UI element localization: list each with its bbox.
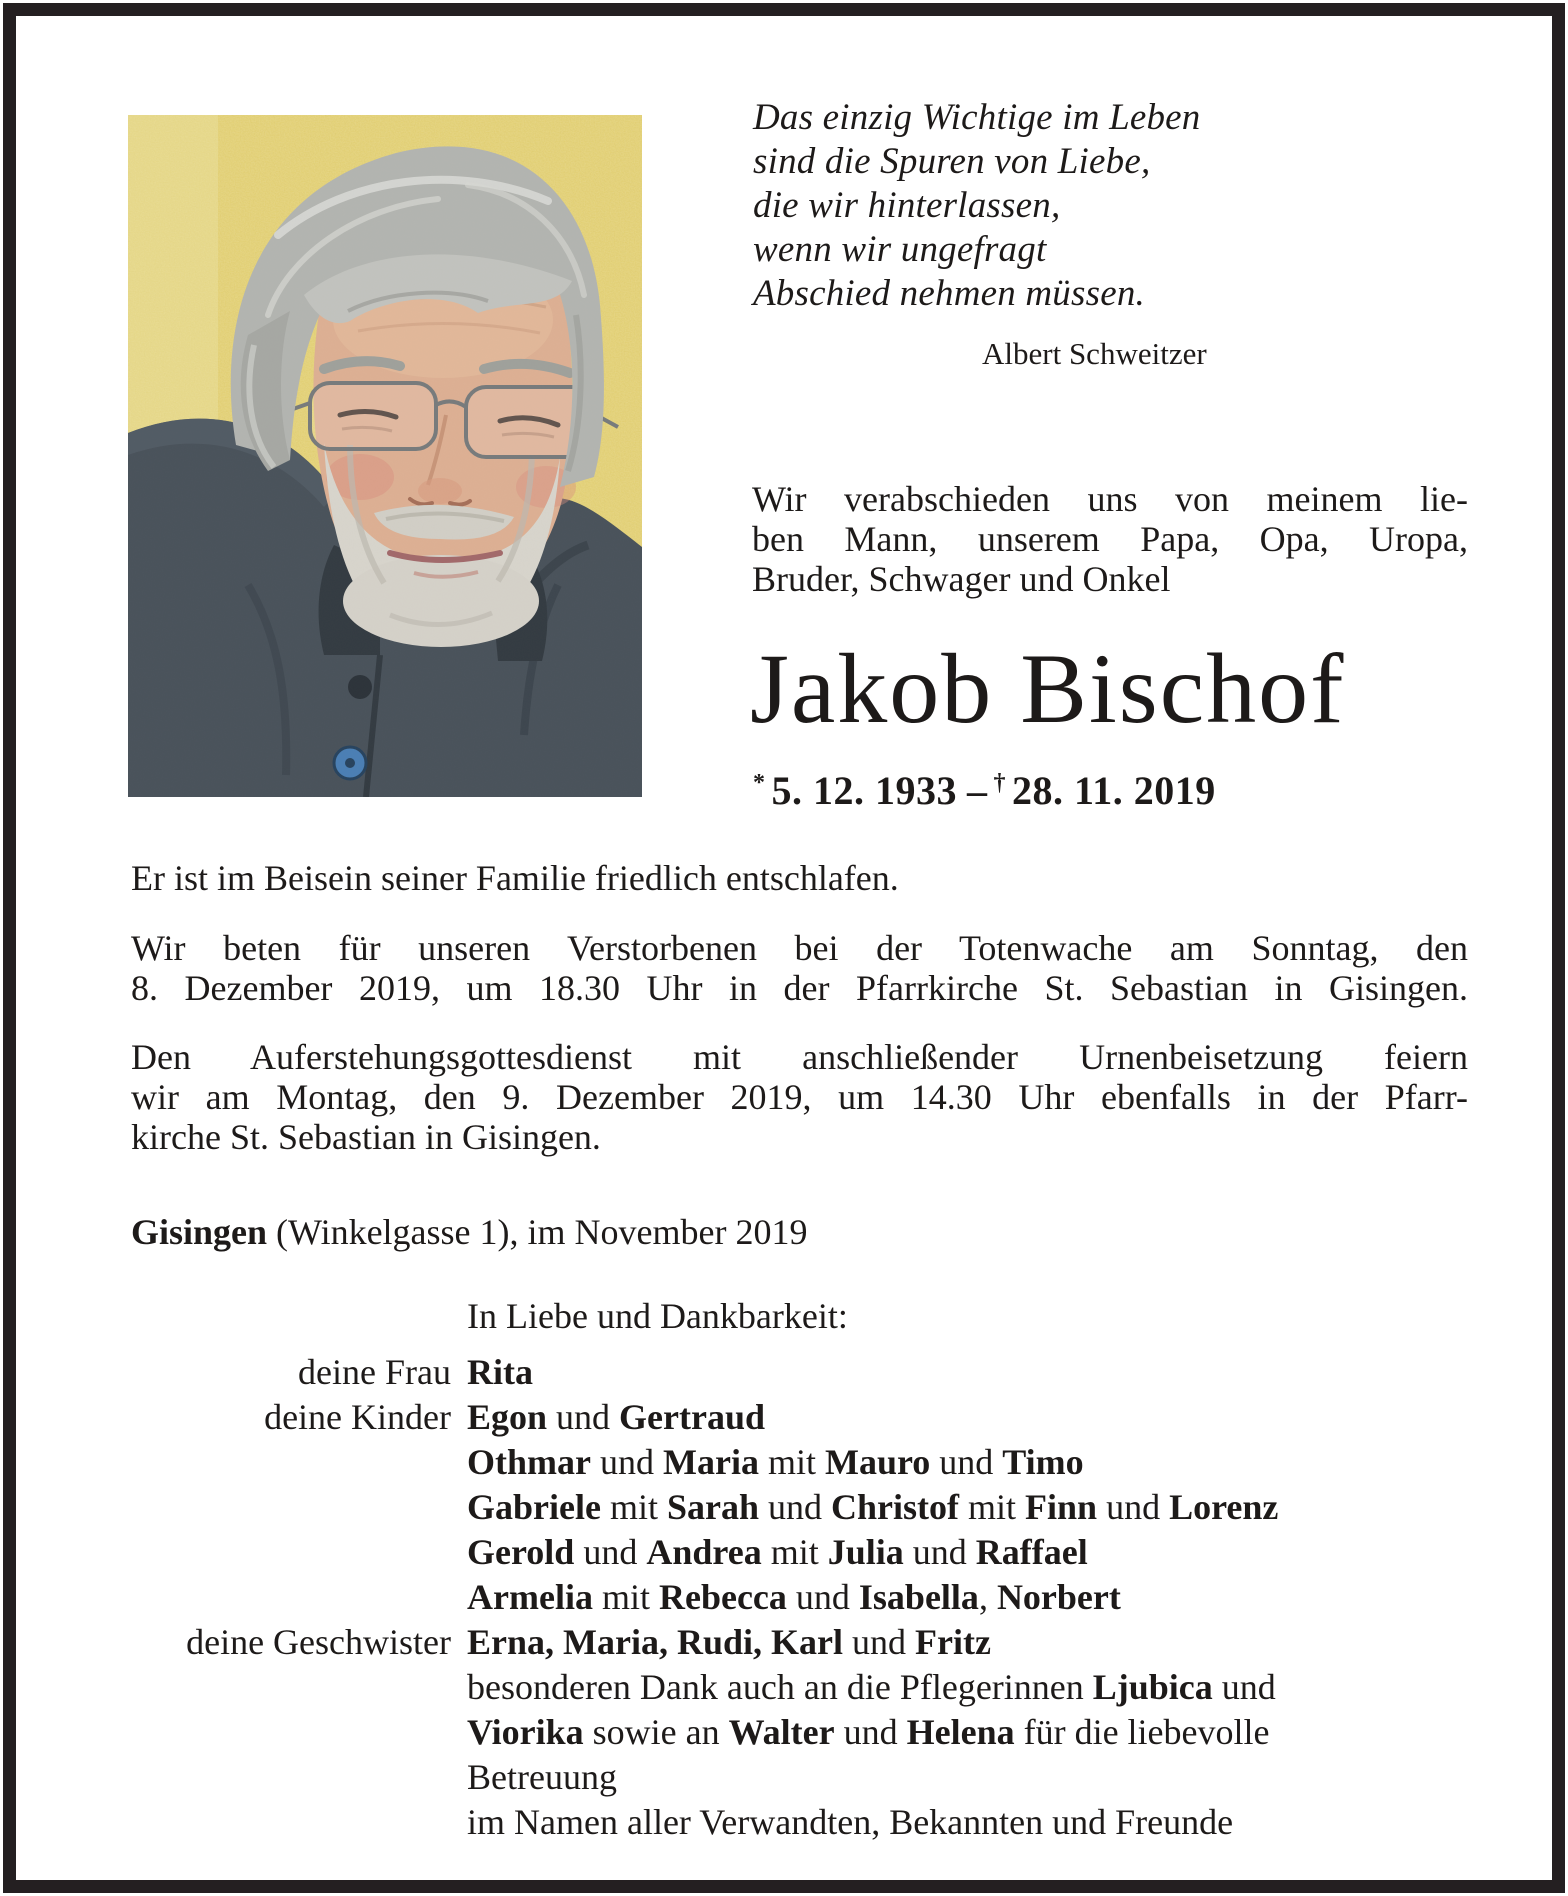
family-names xyxy=(467,1485,1468,1530)
name-bold: Christof xyxy=(831,1487,960,1527)
name-text: und xyxy=(1212,1667,1276,1707)
name-text: sowie an xyxy=(583,1712,729,1752)
name-text: besonderen Dank auch an die Pflegerinnen xyxy=(467,1667,1093,1707)
name-bold: Othmar xyxy=(467,1442,591,1482)
text-line: kirche St. Sebastian in Gisingen. xyxy=(131,1117,601,1157)
name-bold: Raffael xyxy=(975,1532,1088,1572)
name-text: und xyxy=(759,1487,832,1527)
name-bold: Sarah xyxy=(666,1487,760,1527)
name-text: und xyxy=(574,1532,647,1572)
paragraph-passing: Er ist im Beisein seiner Familie friedlich entschlafen. xyxy=(131,858,899,898)
family-names xyxy=(467,1440,1468,1485)
name-text: im Namen aller Verwandten, Bekannten und Freunde xyxy=(467,1802,1234,1842)
life-dates xyxy=(753,760,1216,814)
relation-label: deine Kinder xyxy=(264,1397,451,1437)
text-line: ben Mann, unserem Papa, Opa, Uropa, xyxy=(752,519,1468,559)
name-bold: Rebecca xyxy=(658,1577,787,1617)
paragraph-totenwache xyxy=(131,928,1468,1008)
text-line: Bruder, Schwager und Onkel xyxy=(752,559,1171,599)
name-bold: Gertraud xyxy=(619,1397,766,1437)
relation-label: deine Geschwister xyxy=(186,1622,451,1662)
text-line: Abschied nehmen müssen. xyxy=(753,273,1145,314)
family-names xyxy=(467,1665,1468,1710)
text-line: Wir verabschieden uns von meinem lie- xyxy=(752,479,1468,519)
name-text: , xyxy=(978,1577,997,1617)
name-bold: Mauro xyxy=(824,1442,931,1482)
family-row xyxy=(131,1755,1468,1800)
name-text: und xyxy=(786,1577,859,1617)
name-bold: Norbert xyxy=(996,1577,1121,1617)
family-names xyxy=(467,1575,1468,1620)
family-names xyxy=(467,1620,1468,1665)
name-bold: Lorenz xyxy=(1169,1487,1279,1527)
birth-date: 5. 12. 1933 xyxy=(771,768,957,813)
name-text: und xyxy=(903,1532,976,1572)
name-text: und xyxy=(547,1397,620,1437)
death-date: 28. 11. 2019 xyxy=(1012,768,1216,813)
photo-grain xyxy=(128,115,642,797)
name-text: mit xyxy=(600,1487,667,1527)
name-text: Betreuung xyxy=(467,1757,617,1797)
place-rest: (Winkelgasse 1), im November 2019 xyxy=(267,1212,808,1252)
name-bold: Helena xyxy=(906,1712,1015,1752)
name-bold: Armelia xyxy=(467,1577,593,1617)
deceased-name: Jakob Bischof xyxy=(750,633,1346,744)
dates-separator: – xyxy=(967,768,988,813)
closing-heading: In Liebe und Dankbarkeit: xyxy=(467,1296,848,1336)
text-line: Das einzig Wichtige im Leben xyxy=(753,97,1201,138)
family-row xyxy=(131,1665,1468,1710)
family-row xyxy=(131,1710,1468,1755)
name-text: und xyxy=(1097,1487,1170,1527)
name-bold: Gabriele xyxy=(467,1487,601,1527)
name-text: für die liebevolle xyxy=(1014,1712,1270,1752)
name-bold: Egon xyxy=(467,1397,548,1437)
text-line: die wir hinterlassen, xyxy=(753,185,1061,226)
family-list xyxy=(131,1350,1468,1845)
text-line: sind die Spuren von Liebe, xyxy=(753,141,1151,182)
relation-label xyxy=(131,1665,467,1710)
name-bold: Andrea xyxy=(646,1532,762,1572)
name-bold: Julia xyxy=(827,1532,904,1572)
name-bold: Walter xyxy=(728,1712,835,1752)
name-text: mit xyxy=(758,1442,825,1482)
paragraph-beisetzung xyxy=(131,1037,1468,1157)
name-bold: Maria xyxy=(662,1442,759,1482)
name-text: mit xyxy=(592,1577,659,1617)
relation-label xyxy=(131,1575,467,1620)
name-bold: Erna, Maria, Rudi, Karl xyxy=(467,1622,843,1662)
name-text: mit xyxy=(761,1532,828,1572)
relation-label xyxy=(131,1530,467,1575)
portrait-photo xyxy=(128,115,642,797)
family-names xyxy=(467,1395,1468,1440)
family-names xyxy=(467,1800,1468,1845)
name-text: mit xyxy=(959,1487,1026,1527)
name-text: und xyxy=(843,1622,915,1662)
family-row xyxy=(131,1800,1468,1845)
relation-label xyxy=(131,1485,467,1530)
death-symbol: † xyxy=(993,770,1006,796)
family-row xyxy=(131,1350,1468,1395)
name-bold: Gerold xyxy=(467,1532,575,1572)
name-bold: Timo xyxy=(1002,1442,1084,1482)
name-bold: Rita xyxy=(467,1352,533,1392)
birth-symbol: * xyxy=(753,770,766,796)
name-bold: Finn xyxy=(1025,1487,1098,1527)
family-row xyxy=(131,1440,1468,1485)
relation-label xyxy=(131,1710,467,1755)
text-line: Den Auferstehungsgottesdienst mit anschließender Urnenbeisetzung feiern xyxy=(131,1037,1468,1077)
quote-attribution: Albert Schweitzer xyxy=(982,336,1207,371)
family-row xyxy=(131,1575,1468,1620)
text-line: wenn wir ungefragt xyxy=(753,229,1047,270)
relation-label xyxy=(131,1800,467,1845)
place-date-line xyxy=(131,1212,807,1252)
name-bold: Isabella xyxy=(858,1577,979,1617)
relation-label xyxy=(131,1440,467,1485)
text-line: wir am Montag, den 9. Dezember 2019, um 14.30 Uhr ebenfalls in der Pfarr- xyxy=(131,1077,1468,1117)
family-row xyxy=(131,1620,1468,1665)
relation-label: deine Frau xyxy=(298,1352,451,1392)
name-text: und xyxy=(834,1712,907,1752)
memorial-quote xyxy=(753,96,1473,316)
text-line: 8. Dezember 2019, um 18.30 Uhr in der Pfarrkirche St. Sebastian in Gisingen. xyxy=(131,968,1468,1008)
family-row xyxy=(131,1530,1468,1575)
family-names xyxy=(467,1350,1468,1395)
family-names xyxy=(467,1530,1468,1575)
family-names xyxy=(467,1710,1468,1755)
family-row xyxy=(131,1395,1468,1440)
farewell-intro xyxy=(752,479,1468,599)
name-bold: Viorika xyxy=(467,1712,584,1752)
name-bold: Fritz xyxy=(915,1622,991,1662)
text-line: Wir beten für unseren Verstorbenen bei der Totenwache am Sonntag, den xyxy=(131,928,1468,968)
name-bold: Ljubica xyxy=(1092,1667,1213,1707)
place-name: Gisingen xyxy=(131,1212,268,1252)
name-text: und xyxy=(930,1442,1003,1482)
name-text: und xyxy=(590,1442,663,1482)
family-names xyxy=(467,1755,1468,1800)
family-row xyxy=(131,1485,1468,1530)
relation-label xyxy=(131,1755,467,1800)
